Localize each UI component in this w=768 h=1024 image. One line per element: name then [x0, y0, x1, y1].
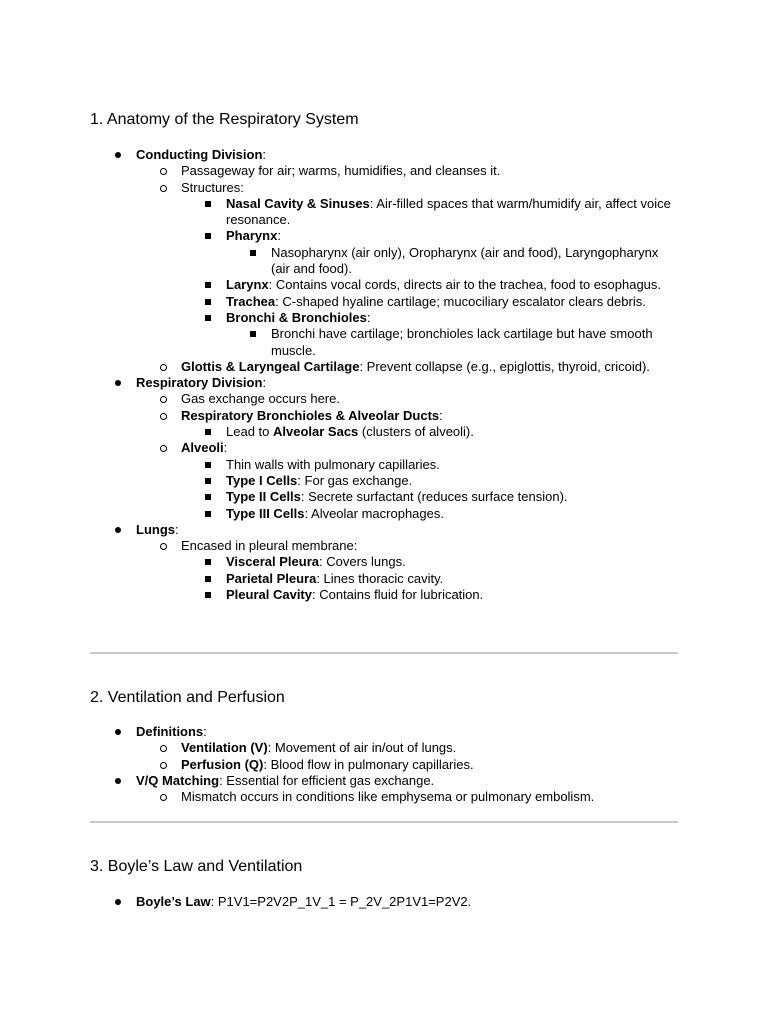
section-heading-boyles-law: 3. Boyle’s Law and Ventilation	[90, 858, 303, 875]
list-item-type2: Type II Cells: Secrete surfactant (reduces surface tension).	[0, 489, 677, 505]
list-item-structures: Structures:	[0, 180, 676, 196]
list-item-nasal-cavity: Nasal Cavity & Sinuses: Air-filled spaces that warm/humidify air, affect voice resonance.	[0, 196, 677, 229]
square-bullet-icon	[205, 299, 211, 305]
square-bullet-icon	[205, 494, 211, 500]
circle-bullet-icon	[160, 794, 167, 801]
list-item-ventilation: Ventilation (V): Movement of air in/out of lungs.	[0, 740, 676, 756]
list-item-visceral: Visceral Pleura: Covers lungs.	[0, 554, 677, 570]
list-item-gas-exchange: Gas exchange occurs here.	[0, 391, 676, 407]
list-item-glottis: Glottis & Laryngeal Cartilage: Prevent collapse (e.g., epiglottis, thyroid, cricoid).	[0, 359, 676, 375]
square-bullet-icon	[205, 576, 211, 582]
list-item-lungs: Lungs:	[0, 522, 676, 538]
list-item-mismatch: Mismatch occurs in conditions like emphysema or pulmonary embolism.	[0, 789, 676, 805]
circle-bullet-icon	[160, 185, 167, 192]
boyles-law-list	[0, 894, 768, 910]
section-divider	[90, 652, 678, 654]
list-item-type3: Type III Cells: Alveolar macrophages.	[0, 506, 677, 522]
list-item-bronchi-detail: Bronchi have cartilage; bronchioles lack cartilage but have smooth muscle.	[0, 326, 677, 359]
list-item-alveoli: Alveoli:	[0, 440, 676, 456]
bullet-icon	[115, 729, 121, 735]
list-item-vq-matching: V/Q Matching: Essential for efficient gas exchange.	[0, 773, 676, 789]
circle-bullet-icon	[160, 396, 167, 403]
square-bullet-icon	[205, 233, 211, 239]
list-item-perfusion: Perfusion (Q): Blood flow in pulmonary capillaries.	[0, 757, 676, 773]
circle-bullet-icon	[160, 445, 167, 452]
circle-bullet-icon	[160, 543, 167, 550]
bullet-icon	[115, 527, 121, 533]
circle-bullet-icon	[160, 745, 167, 752]
list-item-alveolar-sacs: Lead to Alveolar Sacs (clusters of alveoli).	[0, 424, 677, 440]
square-bullet-icon	[205, 478, 211, 484]
square-bullet-icon	[205, 462, 211, 468]
list-item-passageway: Passageway for air; warms, humidifies, and cleanses it.	[0, 163, 676, 179]
bullet-icon	[115, 152, 121, 158]
square-bullet-icon	[205, 282, 211, 288]
bullet-icon	[115, 380, 121, 386]
list-item-resp-bronchioles: Respiratory Bronchioles & Alveolar Ducts:	[0, 408, 676, 424]
anatomy-list	[0, 147, 768, 603]
square-bullet-icon	[205, 315, 211, 321]
list-item-respiratory-division: Respiratory Division:	[0, 375, 676, 391]
square-bullet-icon	[205, 201, 211, 207]
square-bullet-icon	[205, 511, 211, 517]
square-bullet-icon	[205, 592, 211, 598]
list-item-larynx: Larynx: Contains vocal cords, directs air to the trachea, food to esophagus.	[0, 277, 677, 293]
list-item-parietal: Parietal Pleura: Lines thoracic cavity.	[0, 571, 677, 587]
list-item-encased: Encased in pleural membrane:	[0, 538, 676, 554]
list-item-conducting-division: Conducting Division:	[0, 147, 676, 163]
list-item-trachea: Trachea: C-shaped hyaline cartilage; mucociliary escalator clears debris.	[0, 294, 677, 310]
section-divider	[90, 821, 678, 823]
circle-bullet-icon	[160, 168, 167, 175]
square-bullet-icon	[205, 559, 211, 565]
list-item-thin-walls: Thin walls with pulmonary capillaries.	[0, 457, 677, 473]
section-heading-anatomy: 1. Anatomy of the Respiratory System	[90, 111, 359, 128]
list-item-boyles-law: Boyle’s Law: P1V1=P2V2P_1V_1 = P_2V_2P1V1=P2V2.	[0, 894, 676, 910]
square-bullet-icon	[250, 331, 256, 337]
square-bullet-icon	[250, 250, 256, 256]
circle-bullet-icon	[160, 364, 167, 371]
circle-bullet-icon	[160, 413, 167, 420]
bullet-icon	[115, 899, 121, 905]
square-bullet-icon	[205, 429, 211, 435]
circle-bullet-icon	[160, 762, 167, 769]
list-item-bronchi: Bronchi & Bronchioles:	[0, 310, 677, 326]
list-item-type1: Type I Cells: For gas exchange.	[0, 473, 677, 489]
list-item-pharynx-detail: Nasopharynx (air only), Oropharynx (air and food), Laryngopharynx (air and food).	[0, 245, 677, 278]
ventilation-list	[0, 724, 768, 805]
list-item-pharynx: Pharynx:	[0, 228, 677, 244]
section-heading-ventilation: 2. Ventilation and Perfusion	[90, 689, 285, 706]
bullet-icon	[115, 778, 121, 784]
list-item-pleural-cavity: Pleural Cavity: Contains fluid for lubrication.	[0, 587, 677, 603]
list-item-definitions: Definitions:	[0, 724, 676, 740]
